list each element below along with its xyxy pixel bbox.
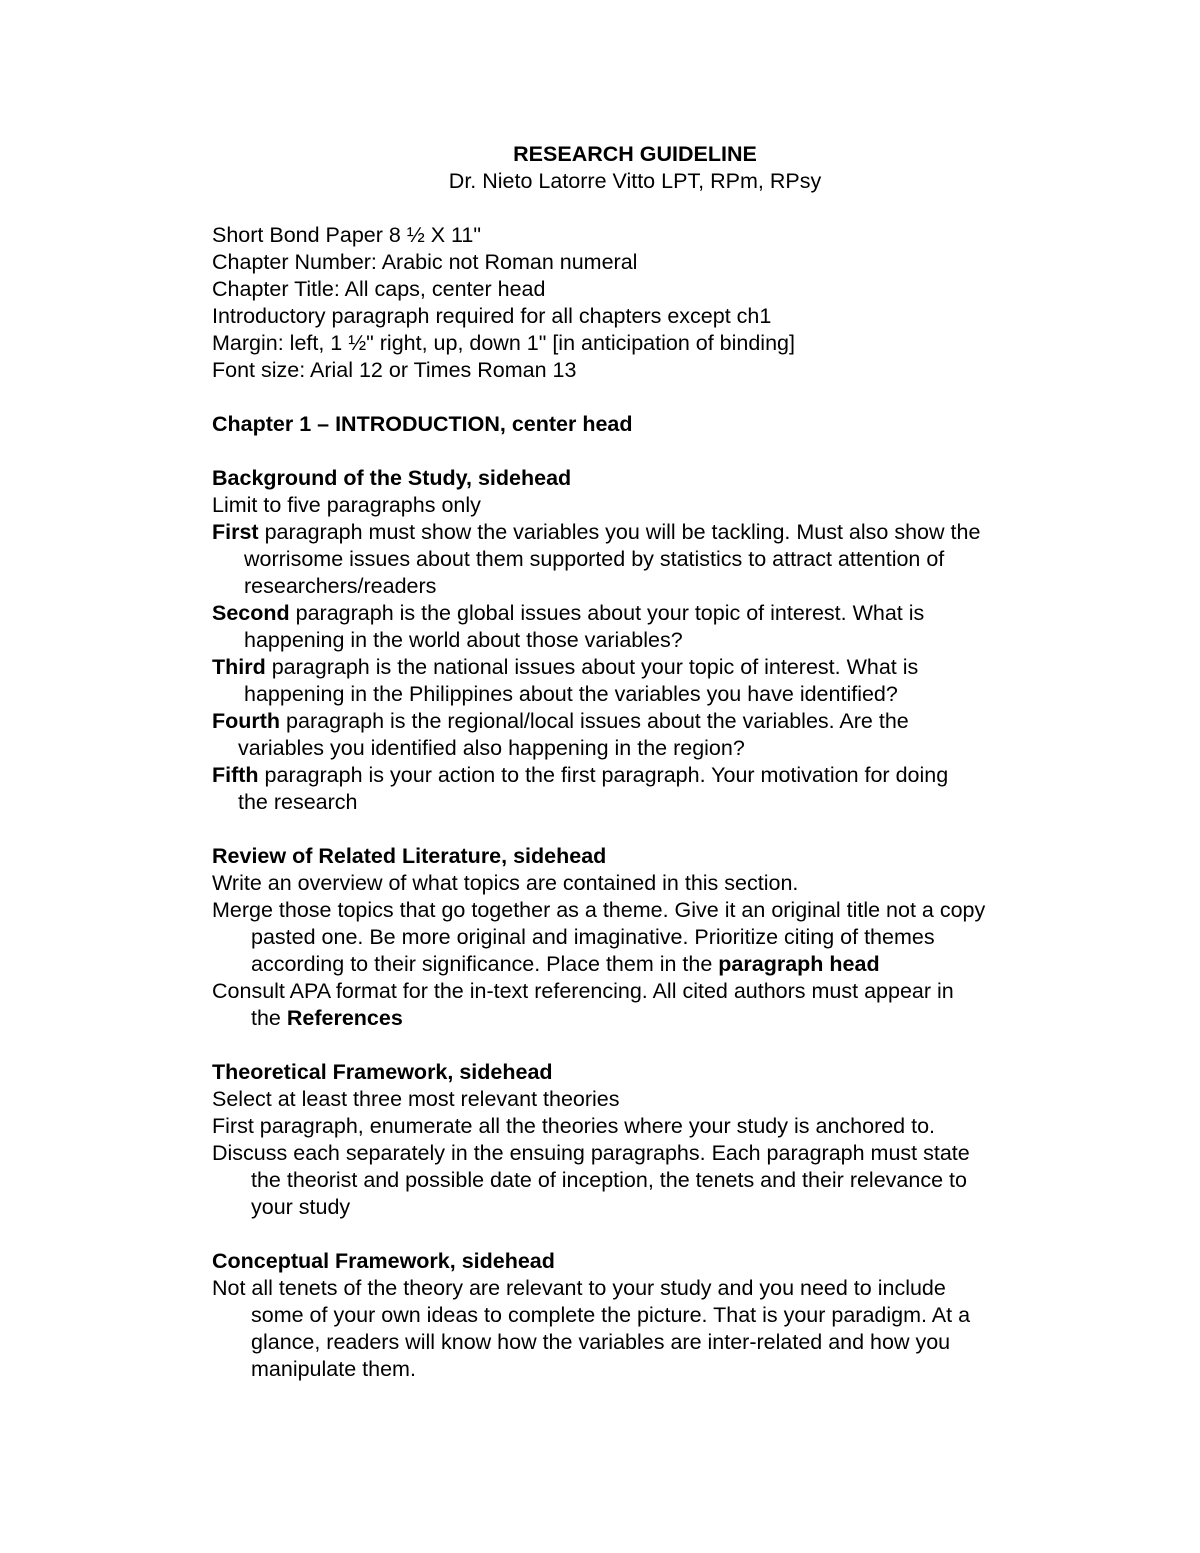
theoretical-section [212, 1059, 1092, 1221]
spacer [212, 195, 1092, 222]
paragraph-text: Consult APA format for the in-text referencing. All cited authors must appear in [212, 979, 954, 1003]
paragraph-text: Select at least three most relevant theories [212, 1087, 620, 1111]
emphasis-text: paragraph head [718, 952, 880, 976]
background-paragraph-2 [212, 600, 1092, 654]
format-item: Chapter Number: Arabic not Roman numeral [212, 250, 638, 274]
spacer [212, 384, 1092, 411]
paragraph-text: happening in the world about those variables? [244, 628, 683, 652]
paragraph-lead: Fourth [212, 709, 281, 733]
spacer [212, 438, 1092, 465]
background-heading: Background of the Study, sidehead [212, 466, 572, 490]
paragraph-text: paragraph must show the variables you will be tackling. Must also show the [258, 520, 981, 544]
paragraph-text: according to their significance. Place them in the [251, 952, 719, 976]
paragraph-text: your study [251, 1195, 351, 1219]
paragraph-text: paragraph is the regional/local issues about the variables. Are the [280, 709, 909, 733]
document-title: RESEARCH GUIDELINE [513, 142, 757, 166]
paragraph-text: some of your own ideas to complete the picture. That is your paradigm. At a [251, 1303, 971, 1327]
background-intro: Limit to five paragraphs only [212, 493, 481, 517]
paragraph-text: First paragraph, enumerate all the theories where your study is anchored to. [212, 1114, 936, 1138]
background-paragraph-3 [212, 654, 1092, 708]
paragraph-lead: Second [212, 601, 290, 625]
document-page [212, 141, 1092, 1383]
rrl-section [212, 843, 1092, 1032]
format-item: Short Bond Paper 8 ½ X 11" [212, 223, 481, 247]
format-item: Introductory paragraph required for all chapters except ch1 [212, 304, 772, 328]
paragraph-text: Not all tenets of the theory are relevant to your study and you need to include [212, 1276, 946, 1300]
paragraph-lead: First [212, 520, 259, 544]
background-section [212, 465, 1092, 816]
paragraph-text: Merge those topics that go together as a theme. Give it an original title not a copy [212, 898, 986, 922]
paragraph-text: worrisome issues about them supported by statistics to attract attention of [244, 547, 945, 571]
paragraph-text: paragraph is your action to the first paragraph. Your motivation for doing [258, 763, 949, 787]
background-paragraph-4 [212, 708, 1092, 762]
paragraph-text: the theorist and possible date of inception, the tenets and their relevance to [251, 1168, 967, 1192]
background-paragraph-5 [212, 762, 1092, 816]
paragraph-text: Write an overview of what topics are contained in this section. [212, 871, 799, 895]
paragraph-text: the [251, 1006, 287, 1030]
theoretical-heading: Theoretical Framework, sidehead [212, 1060, 553, 1084]
format-list [212, 222, 1092, 384]
paragraph-text: paragraph is the national issues about your topic of interest. What is [265, 655, 919, 679]
format-item: Chapter Title: All caps, center head [212, 277, 546, 301]
background-paragraph-1 [212, 519, 1092, 600]
paragraph-text: variables you identified also happening in the region? [238, 736, 745, 760]
document-author: Dr. Nieto Latorre Vitto LPT, RPm, RPsy [448, 169, 822, 193]
conceptual-section [212, 1248, 1092, 1383]
chapter-heading: Chapter 1 – INTRODUCTION, center head [212, 412, 633, 436]
rrl-heading: Review of Related Literature, sidehead [212, 844, 607, 868]
spacer [212, 816, 1092, 843]
conceptual-heading: Conceptual Framework, sidehead [212, 1249, 555, 1273]
paragraph-text: Discuss each separately in the ensuing paragraphs. Each paragraph must state [212, 1141, 970, 1165]
emphasis-text: References [286, 1006, 403, 1030]
paragraph-lead: Third [212, 655, 266, 679]
format-item: Margin: left, 1 ½" right, up, down 1" [in anticipation of binding] [212, 331, 795, 355]
paragraph-text: manipulate them. [251, 1357, 416, 1381]
spacer [212, 1221, 1092, 1248]
format-item: Font size: Arial 12 or Times Roman 13 [212, 358, 577, 382]
spacer [212, 1032, 1092, 1059]
paragraph-text: researchers/readers [244, 574, 437, 598]
paragraph-text: the research [238, 790, 358, 814]
paragraph-text: happening in the Philippines about the variables you have identified? [244, 682, 898, 706]
paragraph-text: paragraph is the global issues about your topic of interest. What is [289, 601, 925, 625]
paragraph-text: glance, readers will know how the variables are inter-related and how you [251, 1330, 951, 1354]
paragraph-text: pasted one. Be more original and imaginative. Prioritize citing of themes [251, 925, 935, 949]
paragraph-lead: Fifth [212, 763, 259, 787]
